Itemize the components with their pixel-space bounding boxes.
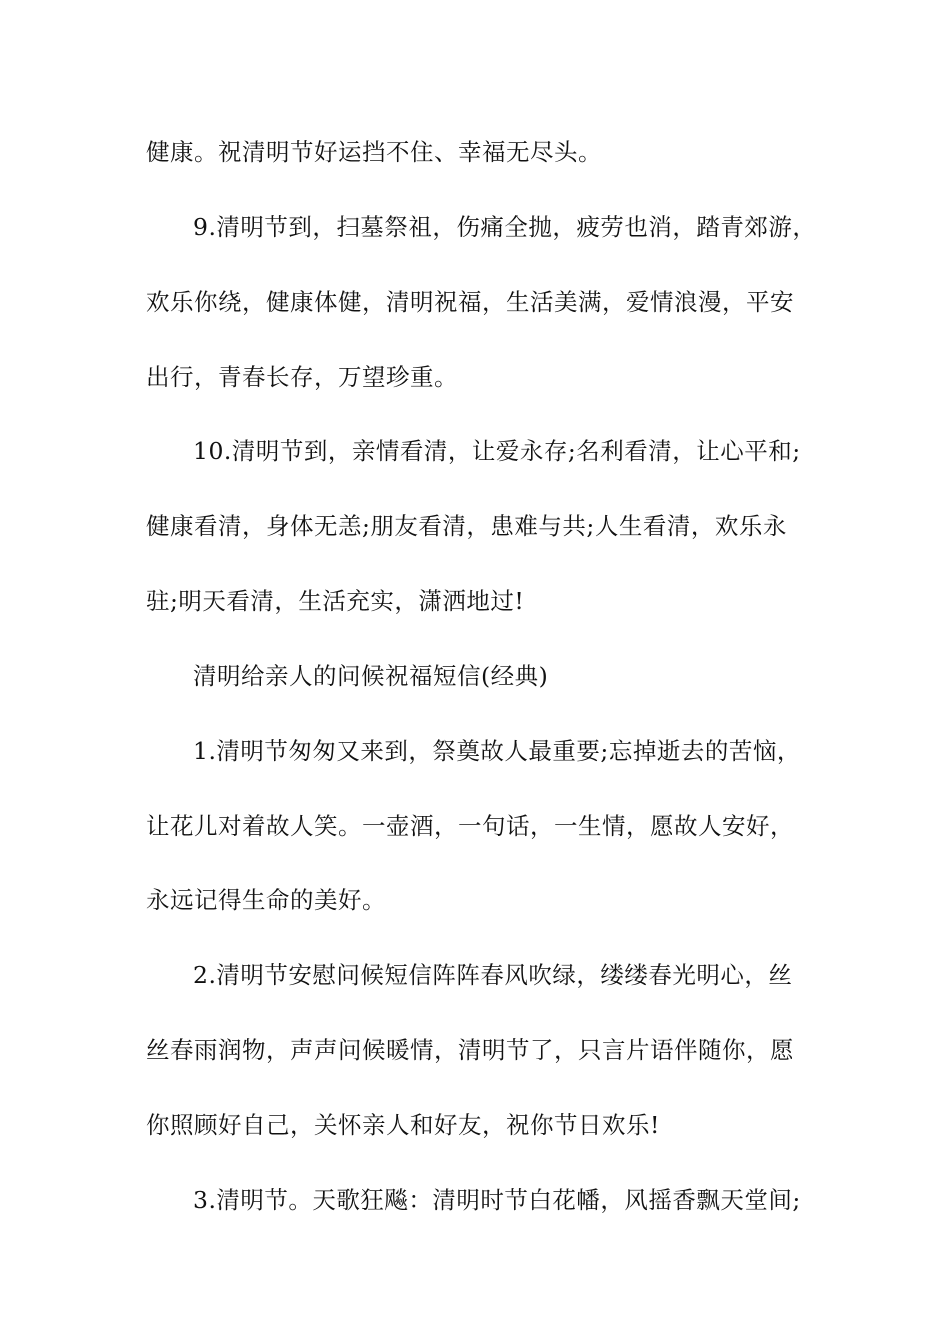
text-line: 让花儿对着故人笑。一壶酒，一句话，一生情，愿故人安好， — [146, 812, 794, 840]
paragraph-3-start: 3.清明节。天歌狂飚：清明时节白花幡，风摇香飘天堂间; — [193, 1186, 801, 1214]
text-line: 健康。祝清明节好运挡不住、幸福无尽头。 — [146, 138, 602, 166]
paragraph-10-start: 10.清明节到，亲情看清，让爱永存;名利看清，让心平和; — [193, 437, 801, 465]
text-line: 永远记得生命的美好。 — [146, 886, 386, 914]
text-line: 驻;明天看清，生活充实，潇洒地过! — [146, 587, 525, 615]
text-line: 欢乐你绕，健康体健，清明祝福，生活美满，爱情浪漫，平安 — [146, 288, 794, 316]
paragraph-1-start: 1.清明节匆匆又来到，祭奠故人最重要;忘掉逝去的苦恼， — [193, 737, 801, 765]
paragraph-2-start: 2.清明节安慰问候短信阵阵春风吹绿，缕缕春光明心，丝 — [193, 961, 793, 989]
paragraph-9-start: 9.清明节到，扫墓祭祖，伤痛全抛，疲劳也消，踏青郊游， — [193, 213, 817, 241]
text-line: 你照顾好自己，关怀亲人和好友，祝你节日欢乐! — [146, 1111, 660, 1139]
text-line: 出行，青春长存，万望珍重。 — [146, 363, 458, 391]
text-line: 健康看清，身体无恙;朋友看清，患难与共;人生看清，欢乐永 — [146, 512, 787, 540]
text-line: 丝春雨润物，声声问候暖情，清明节了，只言片语伴随你，愿 — [146, 1036, 794, 1064]
section-heading: 清明给亲人的问候祝福短信(经典) — [193, 662, 549, 690]
